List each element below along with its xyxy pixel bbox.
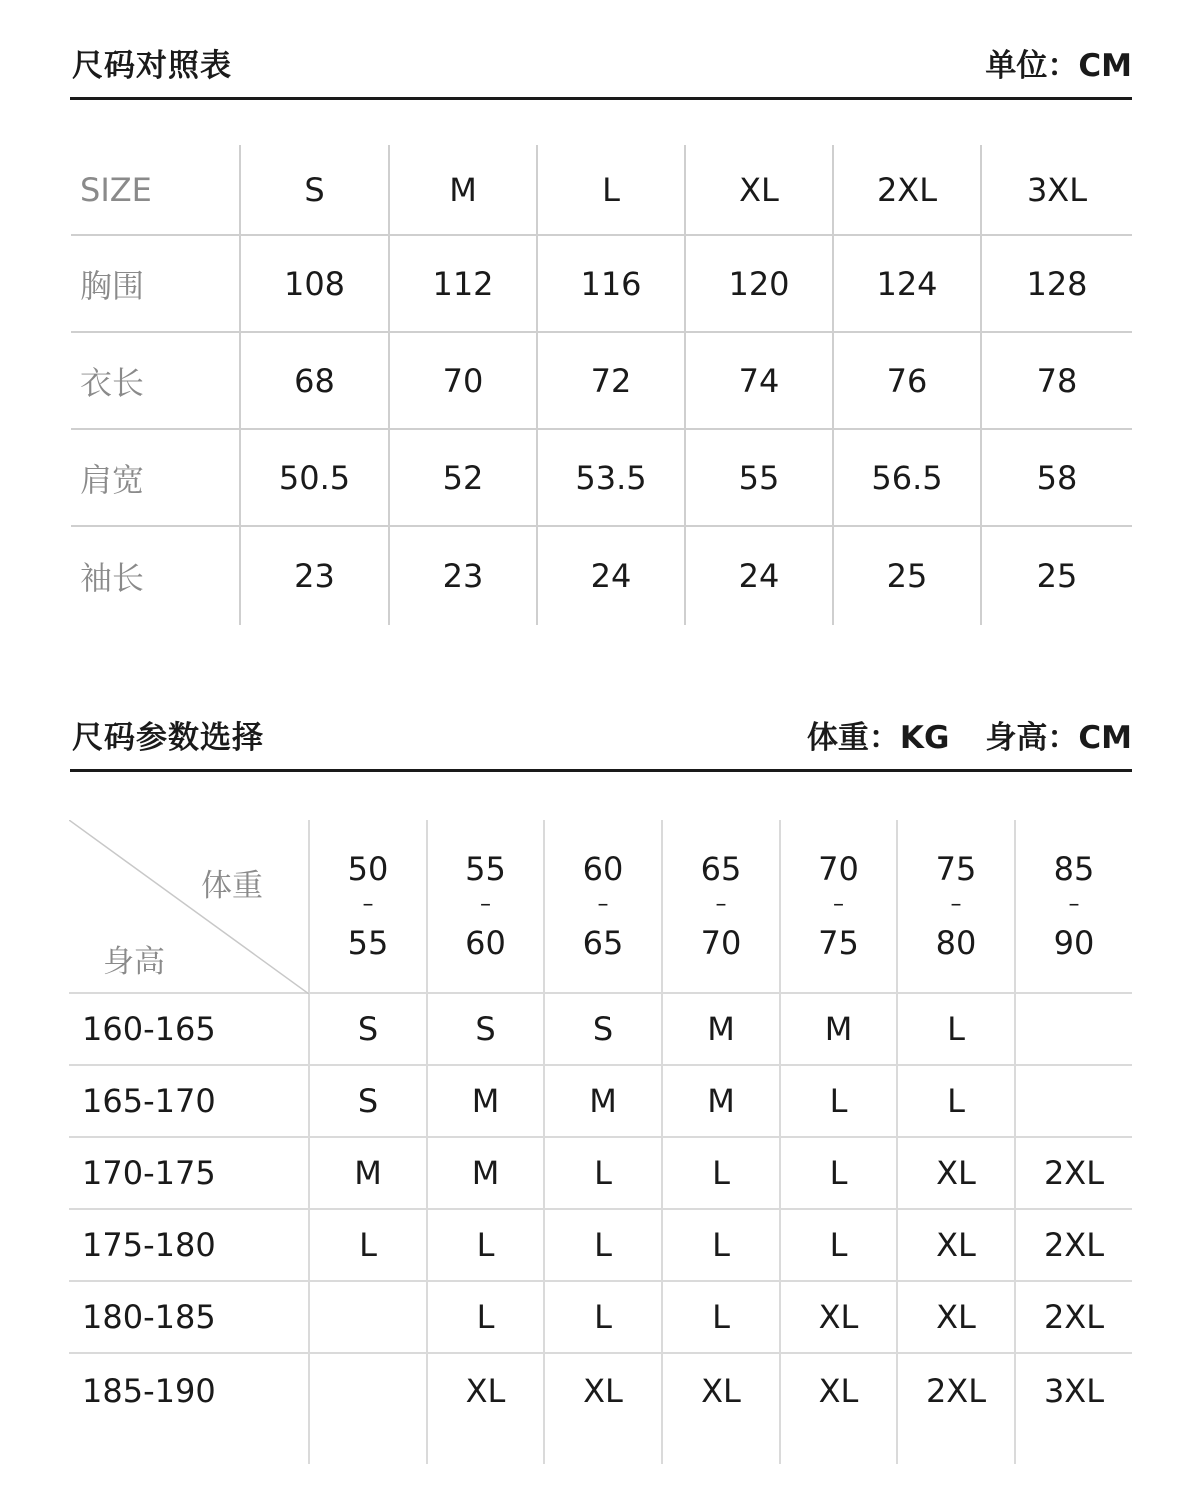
recommended-size: M	[780, 993, 897, 1065]
measure-value: 76	[833, 332, 981, 429]
recommended-size: L	[897, 1065, 1015, 1137]
recommended-size: 2XL	[897, 1353, 1015, 1464]
size-recommend-units	[807, 712, 1132, 757]
measure-value: 108	[240, 235, 389, 332]
table-row	[71, 526, 1132, 625]
measure-value: 52	[389, 429, 537, 526]
size-header-row	[71, 145, 1132, 235]
recommended-size: S	[427, 993, 544, 1065]
corner-height-label: 身高	[103, 944, 165, 980]
weight-to: 90	[1053, 924, 1095, 962]
size-header-cell: 2XL	[833, 145, 981, 235]
size-header-cell: S	[240, 145, 389, 235]
height-range-label: 185-190	[82, 1372, 216, 1410]
recommended-size: XL	[780, 1281, 897, 1353]
measure-label: 胸围	[71, 235, 240, 332]
table-row	[71, 332, 1132, 429]
recommended-size: XL	[897, 1209, 1015, 1281]
size-header-label: SIZE	[71, 145, 240, 235]
size-header-cell: M	[389, 145, 537, 235]
size-chart-table	[71, 145, 1132, 625]
recommended-size	[309, 1281, 427, 1353]
corner-weight-label: 体重	[201, 868, 263, 904]
corner-cell	[69, 820, 309, 993]
measure-value: 74	[685, 332, 833, 429]
measure-value: 70	[389, 332, 537, 429]
table-row	[69, 1281, 1132, 1353]
weight-from: 50	[347, 849, 389, 888]
weight-range-cell	[780, 820, 897, 993]
measure-value: 50.5	[240, 429, 389, 526]
measure-label: 衣长	[71, 332, 240, 429]
recommended-size: 2XL	[1015, 1209, 1132, 1281]
measure-value: 24	[537, 526, 685, 625]
height-range-label: 165-170	[69, 1065, 309, 1137]
weight-from: 75	[935, 849, 977, 888]
recommended-size: M	[662, 993, 780, 1065]
recommended-size: S	[309, 1065, 427, 1137]
measure-value: 56.5	[833, 429, 981, 526]
measure-value: 116	[537, 235, 685, 332]
measure-value: 120	[685, 235, 833, 332]
measure-value: 128	[981, 235, 1132, 332]
recommended-size	[309, 1353, 427, 1464]
measure-value: 24	[685, 526, 833, 625]
measure-value: 23	[240, 526, 389, 625]
weight-dash: –	[833, 892, 844, 917]
recommended-size: XL	[662, 1353, 780, 1464]
measure-value: 78	[981, 332, 1132, 429]
weight-to: 60	[465, 924, 506, 962]
measure-value: 53.5	[537, 429, 685, 526]
weight-to: 80	[935, 924, 977, 962]
weight-range-cell	[544, 820, 662, 993]
height-range-label: 170-175	[69, 1137, 309, 1209]
table-row	[69, 1065, 1132, 1137]
recommended-size: L	[427, 1281, 544, 1353]
recommended-size: L	[662, 1137, 780, 1209]
recommended-size: L	[662, 1209, 780, 1281]
weight-unit: 体重：KG	[806, 720, 950, 756]
recommended-size: 3XL	[1015, 1353, 1132, 1464]
table-row	[71, 429, 1132, 526]
weight-from: 85	[1053, 849, 1095, 888]
height-range-label: 160-165	[69, 993, 309, 1065]
recommended-size: S	[544, 993, 662, 1065]
measure-value: 25	[981, 526, 1132, 625]
weight-header-row	[69, 820, 1132, 993]
recommended-size: L	[780, 1065, 897, 1137]
recommended-size: 2XL	[1015, 1281, 1132, 1353]
measure-label: 肩宽	[71, 429, 240, 526]
size-chart-header	[70, 40, 1132, 100]
size-header-cell: 3XL	[981, 145, 1132, 235]
recommended-size: L	[309, 1209, 427, 1281]
weight-range-cell	[897, 820, 1015, 993]
measure-value: 23	[389, 526, 537, 625]
recommended-size: L	[662, 1281, 780, 1353]
recommended-size: XL	[544, 1353, 662, 1464]
table-row	[69, 993, 1132, 1065]
measure-value: 58	[981, 429, 1132, 526]
weight-dash: –	[362, 892, 374, 917]
recommended-size: XL	[780, 1353, 897, 1464]
weight-to: 55	[347, 924, 389, 962]
weight-dash: –	[950, 892, 962, 917]
size-recommend-title: 尺码参数选择	[72, 720, 264, 756]
weight-to: 70	[700, 924, 742, 962]
size-header-cell: XL	[685, 145, 833, 235]
measure-value: 55	[685, 429, 833, 526]
size-recommend-table	[69, 820, 1132, 1464]
table-row	[69, 1137, 1132, 1209]
measure-label: 袖长	[80, 559, 145, 597]
table-row	[71, 235, 1132, 332]
weight-to: 75	[818, 924, 859, 962]
weight-from: 65	[700, 849, 742, 888]
recommended-size: M	[427, 1065, 544, 1137]
measure-value: 112	[389, 235, 537, 332]
height-unit: 身高：CM	[985, 720, 1132, 756]
weight-range-cell	[1015, 820, 1132, 993]
weight-from: 60	[582, 849, 624, 888]
table-row	[69, 1353, 1132, 1464]
recommended-size: XL	[897, 1281, 1015, 1353]
recommended-size: M	[662, 1065, 780, 1137]
weight-from: 70	[818, 849, 859, 888]
recommended-size: L	[544, 1209, 662, 1281]
recommended-size: L	[544, 1137, 662, 1209]
size-chart-title: 尺码对照表	[72, 48, 232, 84]
weight-range-cell	[427, 820, 544, 993]
weight-dash: –	[597, 892, 609, 917]
measure-value: 25	[833, 526, 981, 625]
weight-range-cell	[309, 820, 427, 993]
header-divider	[70, 769, 1132, 772]
recommended-size: M	[544, 1065, 662, 1137]
weight-range-cell	[662, 820, 780, 993]
size-header-cell: L	[537, 145, 685, 235]
recommended-size: 2XL	[1015, 1137, 1132, 1209]
recommended-size: M	[309, 1137, 427, 1209]
recommended-size: XL	[427, 1353, 544, 1464]
header-divider	[70, 97, 1132, 100]
recommended-size: S	[309, 993, 427, 1065]
table-row	[69, 1209, 1132, 1281]
recommended-size: L	[780, 1209, 897, 1281]
weight-dash: –	[480, 892, 491, 917]
recommended-size: L	[780, 1137, 897, 1209]
recommended-size: XL	[897, 1137, 1015, 1209]
weight-from: 55	[465, 849, 506, 888]
weight-dash: –	[715, 892, 727, 917]
measure-value: 68	[240, 332, 389, 429]
recommended-size: M	[427, 1137, 544, 1209]
weight-dash: –	[1068, 892, 1080, 917]
size-recommend-header	[70, 712, 1132, 772]
height-range-label: 175-180	[69, 1209, 309, 1281]
size-chart-unit: 单位：CM	[985, 48, 1132, 84]
weight-to: 65	[582, 924, 624, 962]
recommended-size: L	[427, 1209, 544, 1281]
measure-value: 72	[537, 332, 685, 429]
height-range-label: 180-185	[69, 1281, 309, 1353]
recommended-size: L	[544, 1281, 662, 1353]
recommended-size: L	[897, 993, 1015, 1065]
recommended-size	[1015, 993, 1132, 1065]
recommended-size	[1015, 1065, 1132, 1137]
measure-value: 124	[833, 235, 981, 332]
